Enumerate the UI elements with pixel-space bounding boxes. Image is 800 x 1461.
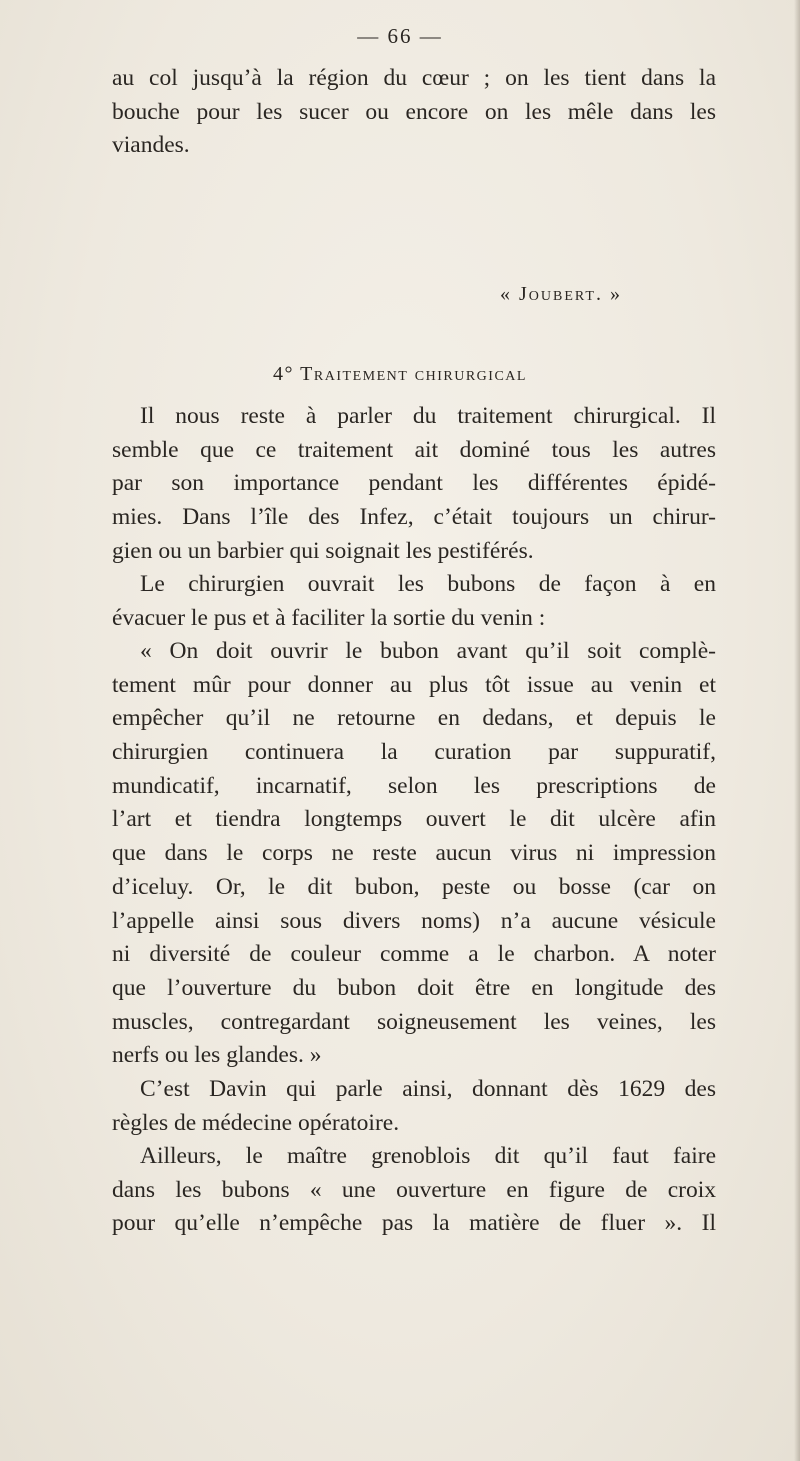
text-line: Ailleurs, le maître grenoblois dit qu’il faut faire: [140, 1143, 716, 1169]
text-line: C’est Davin qui parle ainsi, donnant dès 1629 des: [140, 1076, 716, 1102]
text-line: au col jusqu’à la région du cœur ; on les tient dans la: [112, 65, 716, 91]
text-line: gien ou un barbier qui soignait les pestiférés.: [112, 537, 534, 564]
text-line: Le chirurgien ouvrait les bubons de façon à en: [140, 571, 716, 597]
text-line: que l’ouverture du bubon doit être en longitude des: [112, 974, 716, 1001]
opening-paragraph: [112, 62, 716, 163]
paragraph-3-quotation: [112, 635, 716, 1073]
text-line: empêcher qu’il ne retourne en dedans, et depuis le: [112, 705, 716, 732]
text-line: « On doit ouvrir le bubon avant qu’il soit complè-: [140, 638, 716, 664]
page-number: — 66 —: [357, 24, 443, 48]
text-line: l’art et tiendra longtemps ouvert le dit ulcère afin: [112, 806, 716, 833]
text-line: d’iceluy. Or, le dit bubon, peste ou bosse (car on: [112, 873, 716, 900]
paragraph-2: [112, 568, 716, 635]
text-line: dans les bubons « une ouverture en figure de croix: [112, 1176, 716, 1203]
text-line: bouche pour les sucer ou encore on les mêle dans les: [112, 98, 716, 125]
paragraph-1: [112, 400, 716, 568]
text-line: chirurgien continuera la curation par suppuratif,: [112, 739, 716, 766]
text-line: que dans le corps ne reste aucun virus ni impression: [112, 840, 716, 867]
text-line: l’appelle ainsi sous divers noms) n’a aucune vésicule: [112, 907, 716, 934]
text-line: évacuer le pus et à faciliter la sortie du venin :: [112, 604, 546, 631]
paragraph-4: [112, 1073, 716, 1140]
text-line: par son importance pendant les différentes épidé-: [112, 470, 716, 497]
page-edge-shadow: [794, 0, 800, 1461]
text-line: semble que ce traitement ait dominé tous les autres: [112, 436, 716, 463]
paragraph-5: [112, 1140, 716, 1241]
text-line: ni diversité de couleur comme a le charbon. A noter: [112, 941, 716, 968]
quote-attribution: « Joubert. »: [500, 283, 622, 305]
text-line: tement mûr pour donner au plus tôt issue au venin et: [112, 671, 716, 698]
text-line: mundicatif, incarnatif, selon les prescriptions de: [112, 772, 716, 799]
section-heading: 4° Traitement chirurgical: [273, 363, 527, 385]
text-line: viandes.: [112, 132, 190, 159]
text-line: muscles, contregardant soigneusement les veines, les: [112, 1008, 716, 1035]
text-line: mies. Dans l’île des Infez, c’était toujours un chirur-: [112, 504, 716, 531]
text-line: règles de médecine opératoire.: [112, 1109, 400, 1136]
text-line: pour qu’elle n’empêche pas la matière de fluer ». Il: [112, 1210, 716, 1237]
text-line: nerfs ou les glandes. »: [112, 1042, 322, 1069]
text-line: Il nous reste à parler du traitement chirurgical. Il: [140, 403, 716, 429]
